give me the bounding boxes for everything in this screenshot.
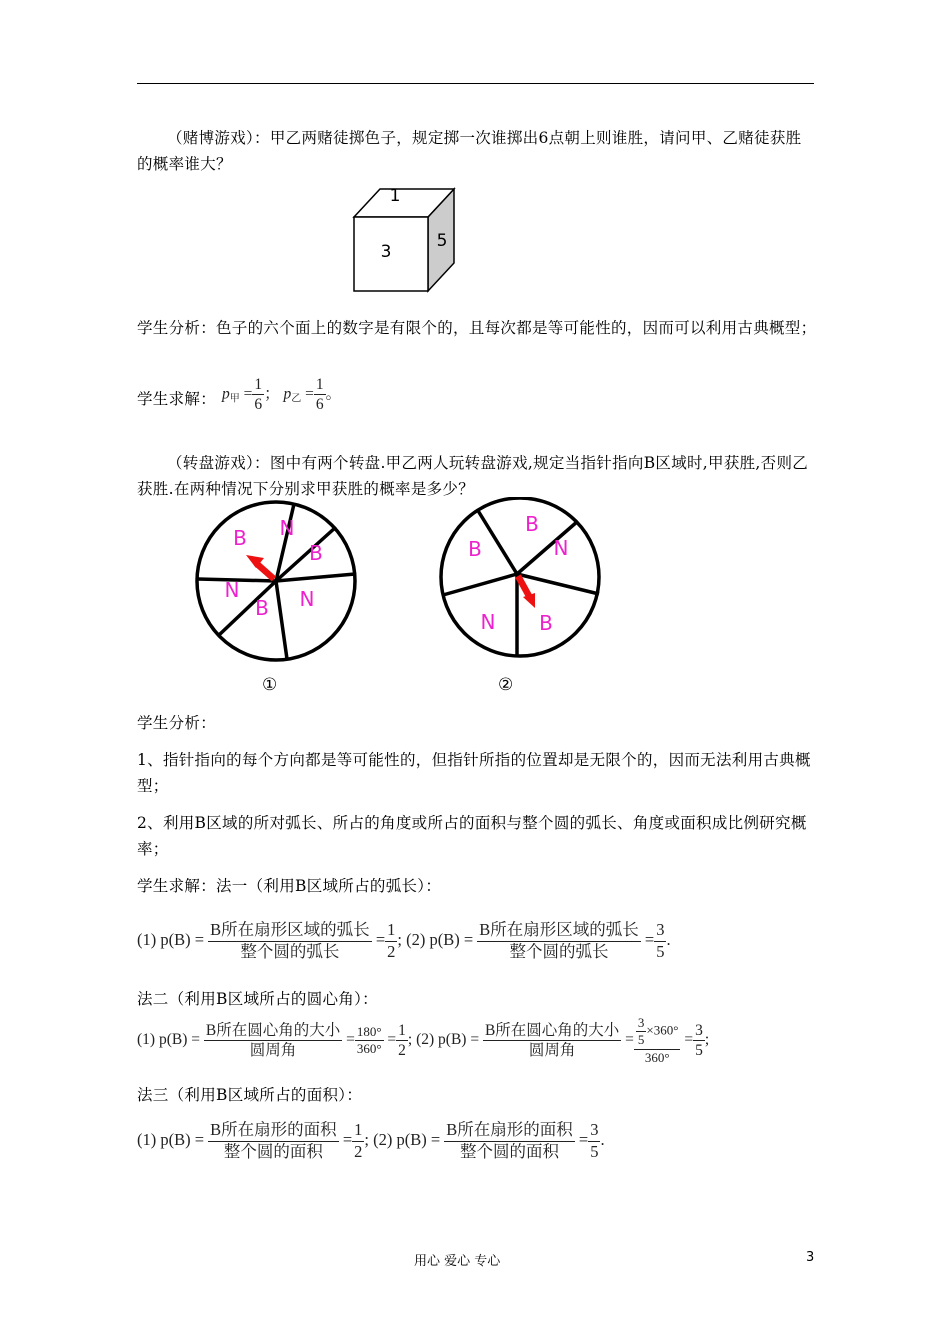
dice-problem-text: （赌博游戏）：甲乙两赌徒掷色子，规定掷一次谁掷出6点朝上则谁胜，请问甲、乙赌徒获胜的概率谁大？ <box>137 129 802 173</box>
analysis-title: 学生分析： <box>137 714 217 732</box>
wheel2-label-b: B <box>525 512 539 536</box>
wheel1-label-n: N <box>224 578 240 602</box>
method2-label: 法二（利用B区域所占的圆心角）： <box>137 990 378 1008</box>
wheel1-label-b: B <box>233 526 247 550</box>
wheel2-caption: ② <box>498 675 514 695</box>
wheel1-label-b: B <box>255 596 269 620</box>
wheel2-label-n: N <box>553 536 569 560</box>
method1-label: 学生求解：法一（利用B区域所占的弧长）： <box>137 877 442 895</box>
method2-formula: (1) p(B) = $\frac{\text{B所在圆心角的大小}}{\text{圆周角}}$ = $\frac{180^\circ}{360^\circ}$ = $\frac{1}{2}$ ; (2) p(B) = $\frac{\text{B所在圆心角的大小}}{\text{圆周角}}$ = $\frac{3}{5}$ ×360° 360° = $\frac{3}{5}$ ; <box>137 1015 710 1065</box>
wheel1-label-n: N <box>279 516 295 540</box>
wheel1-label-n: N <box>299 587 315 611</box>
analysis-item-1: 1、指针指向的每个方向都是等可能性的，但指针所指的位置却是无限个的，因而无法利用古典概型； <box>137 751 811 795</box>
method3-formula: (1) p(B) = $\frac{\text{B所在扇形的面积}}{\text{整个圆的面积}}$ = $\frac{1}{2}$ ; (2) p(B) = $\frac{\text{B所在扇形的面积}}{\text{整个圆的面积}}$ = $\frac{3}{5}$ . <box>137 1120 605 1161</box>
spinner-wheel-2 <box>437 497 607 667</box>
header-rule <box>137 83 814 84</box>
page-number: 3 <box>806 1250 815 1265</box>
wheel1-label-b: B <box>309 541 323 565</box>
wheel2-label-b: B <box>468 537 482 561</box>
method1-formula: (1) p(B) = $\frac{\text{B所在扇形区域的弧长}}{\text{整个圆的弧长}}$ = $\frac{1}{2}$ ; (2) p(B) = $\frac{\text{B所在扇形区域的弧长}}{\text{整个圆的弧长}}$ = $\frac{3}{5}$ . <box>137 920 671 961</box>
cube-front-number: 3 <box>380 242 392 262</box>
wheel1-caption: ① <box>262 675 278 695</box>
cube-top-number: 1 <box>389 186 401 206</box>
wheel2-label-n: N <box>480 610 496 634</box>
footer-motto: 用心 爱心 专心 <box>414 1254 501 1269</box>
wheel2-label-b: B <box>539 611 553 635</box>
spinner-wheel-1 <box>190 500 365 675</box>
dice-solution-formula: $p_甲$ = $\frac{1}{6}$ ； $p_乙$ = $\frac{1}{6}$ 。 <box>222 376 342 414</box>
dice-solution-label: 学生求解： <box>137 390 217 408</box>
dice-analysis: 学生分析：色子的六个面上的数字是有限个的，且每次都是等可能性的，因而可以利用古典概型； <box>137 319 817 337</box>
spinner-problem-text: （转盘游戏）：图中有两个转盘.甲乙两人玩转盘游戏,规定当指针指向B区域时,甲获胜,否则乙获胜.在两种情况下分别求甲获胜的概率是多少？ <box>137 454 809 498</box>
cube-side-number: 5 <box>436 231 448 251</box>
analysis-item-2: 2、利用B区域的所对弧长、所占的角度或所占的面积与整个圆的弧长、角度或面积成比例研究概率； <box>137 814 807 858</box>
dice-cube-figure <box>350 183 465 295</box>
method3-label: 法三（利用B区域所占的面积）： <box>137 1086 363 1104</box>
